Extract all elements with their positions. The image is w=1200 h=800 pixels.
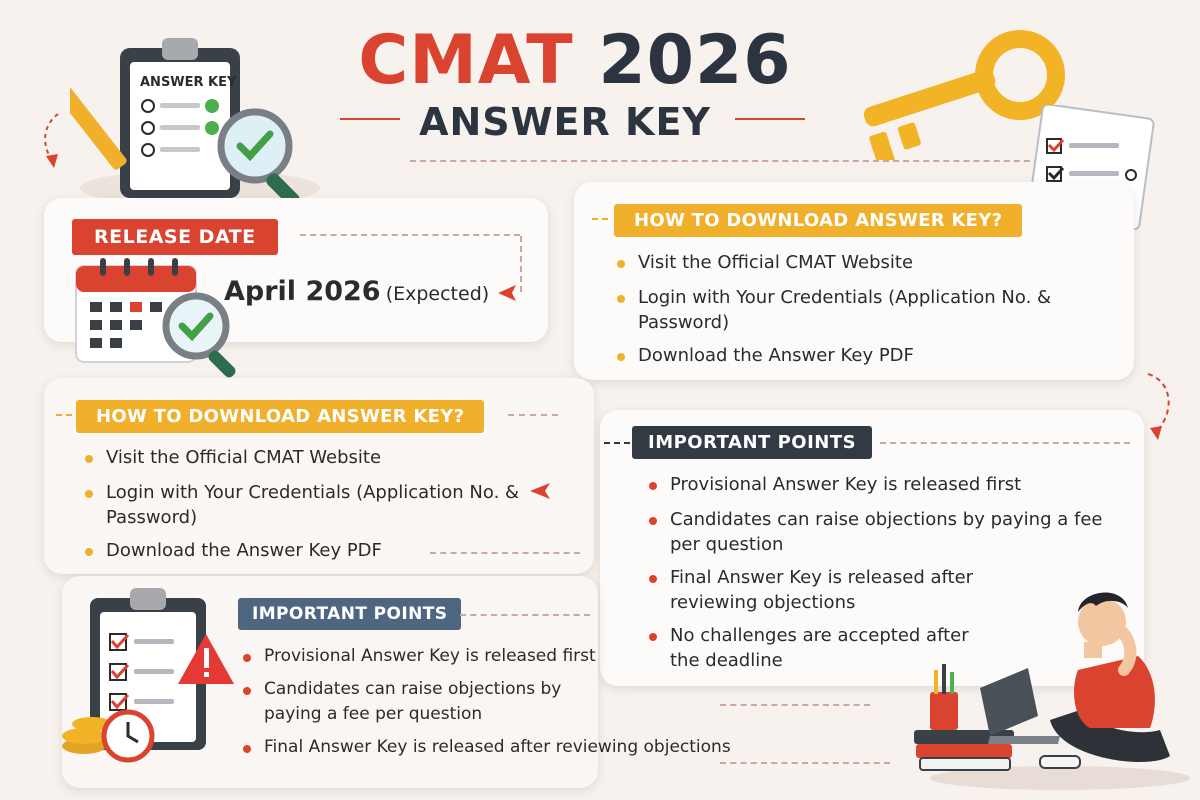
release-date-tag: RELEASE DATE <box>72 219 278 255</box>
release-date-text <box>224 276 489 307</box>
answer-key-clipboard-icon <box>70 28 330 208</box>
arrow-decoration-icon <box>38 112 68 172</box>
download-left-list <box>80 445 520 563</box>
list-item: Login with Your Credentials (Application No. & Password) <box>612 285 1092 335</box>
subtitle-rule-right <box>735 118 805 120</box>
download-left-dash <box>56 414 72 416</box>
release-right-dash <box>520 236 522 292</box>
student-with-laptop-illustration <box>910 560 1190 792</box>
important-bottom-dash <box>460 614 590 616</box>
release-date-note: (Expected) <box>385 283 490 305</box>
page-title <box>315 22 835 100</box>
list-item: Candidates can raise objections by paying a fee per question <box>238 677 578 727</box>
list-item: Login with Your Credentials (Application No. & Password) <box>80 480 520 530</box>
arrow-left-icon <box>528 482 552 500</box>
list-item: Provisional Answer Key is released first <box>644 472 1084 497</box>
important-bottom-list <box>238 644 731 760</box>
download-left-bottom-dash <box>430 552 580 554</box>
page-subtitle: ANSWER KEY <box>419 100 711 144</box>
important-right-dash-right <box>880 442 1130 444</box>
header-divider <box>410 160 1050 162</box>
list-item: Visit the Official CMAT Website <box>612 250 1092 275</box>
important-right-dash-left <box>604 442 630 444</box>
svg-text:ANSWER KEY: ANSWER KEY <box>140 75 237 90</box>
list-item: Candidates can raise objections by paying a fee per question <box>644 507 1104 557</box>
download-left-tag: HOW TO DOWNLOAD ANSWER KEY? <box>76 400 484 433</box>
title-cmat: CMAT <box>358 21 574 100</box>
important-right-tag: IMPORTANT POINTS <box>632 426 872 459</box>
release-tag-dash <box>300 234 520 236</box>
list-item: No challenges are accepted after the deadline <box>644 623 974 673</box>
bottom-right-dash <box>720 704 870 706</box>
calendar-icon <box>70 258 250 378</box>
arrow-left-icon <box>496 284 518 302</box>
download-top-tag: HOW TO DOWNLOAD ANSWER KEY? <box>614 204 1022 237</box>
download-left-dash-right <box>508 414 558 416</box>
objection-clipboard-icon <box>56 584 246 774</box>
curved-arrow-icon <box>1140 370 1180 442</box>
list-item: Final Answer Key is released after reviewing objections <box>644 565 1064 615</box>
list-item: Download the Answer Key PDF <box>612 343 1092 368</box>
list-item: Provisional Answer Key is released first <box>238 644 638 669</box>
list-item: Final Answer Key is released after reviewing objections <box>238 735 738 760</box>
subtitle-rule-left <box>340 118 400 120</box>
bottom-right-dash-2 <box>720 762 890 764</box>
download-top-dash-left <box>592 218 608 220</box>
title-year: 2026 <box>598 21 792 100</box>
download-top-list <box>612 250 1092 368</box>
important-bottom-tag: IMPORTANT POINTS <box>238 598 461 630</box>
list-item: Download the Answer Key PDF <box>80 538 520 563</box>
release-date-value: April 2026 <box>224 276 381 307</box>
list-item: Visit the Official CMAT Website <box>80 445 520 470</box>
